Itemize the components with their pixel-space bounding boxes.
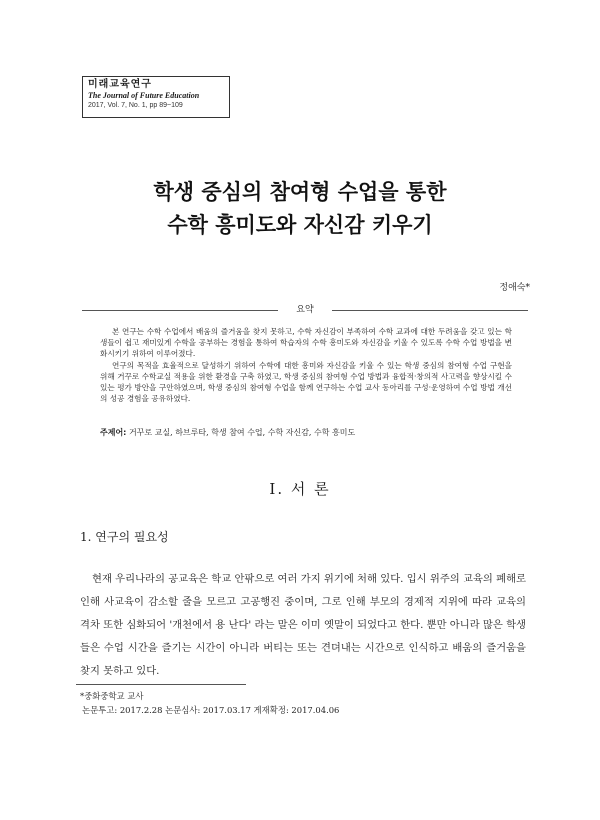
footnote-affiliation: *중화중학교 교사 (80, 691, 144, 701)
abstract-paragraph: 본 연구는 수학 수업에서 배움의 즐거움을 찾지 못하고, 수학 자신감이 부족하여 수학 교과에 대한 두려움을 갖고 있는 학생들이 쉽고 재미있게 수학을 공부하는 경험을 통하여 학습자의 수학 흥미도와 자신감을 키울 수 있도록 수학 수업 방법을 변화시키기 위하여 이루어졌다. (100, 327, 512, 359)
section-title: Ⅰ. 서 론 (269, 480, 331, 498)
journal-info-box (82, 76, 230, 118)
paper-title-line-2: 수학 흥미도와 자신감 키우기 (167, 213, 433, 237)
journal-volume: 2017, Vol. 7, No. 1, pp 89~109 (88, 102, 183, 109)
journal-name-korean: 미래교육연구 (88, 79, 152, 90)
keywords-list: 거꾸로 교실, 하브루타, 학생 참여 수업, 수학 자신감, 수학 흥미도 (128, 428, 356, 437)
abstract-body (100, 326, 512, 404)
abstract-rule-right (332, 310, 528, 311)
abstract-paragraph: 연구의 목적을 효율적으로 달성하기 위하여 수학에 대한 흥미와 자신감을 키울 수 있는 학생 중심의 참여형 수업 구현을 위해 거꾸로 수학교실 적용을 위한 환경을 구축 하였고, 학생 중심의 참여형 수업 방법과 융합적·창의적 사고력을 향상시킬 수 있는 평가 방안을 구안하였으며, 학생 중심의 참여형 수업을 함께 연구하는 수업 교사 동아리를 구성·운영하여 수업 방법 개선의 성공 경험을 공유하였다. (100, 360, 512, 404)
journal-name-english: The Journal of Future Education (88, 91, 200, 100)
subsection-title: 1. 연구의 필요성 (80, 530, 169, 544)
body-text (80, 568, 526, 683)
footnote (80, 689, 339, 717)
abstract-heading-label: 요약 (296, 305, 314, 315)
footnote-dates: 논문투고: 2017.2.28 논문심사: 2017.03.17 게재확정: 2017.04.06 (82, 705, 340, 715)
keywords (100, 427, 512, 439)
body-paragraph: 현재 우리나라의 공교육은 학교 안팎으로 여러 가지 위기에 처해 있다. 입시 위주의 교육의 폐해로 인해 사교육이 감소할 줄을 모르고 고공행진 중이며, 그로 인해 부모의 경제적 지위에 따라 교육의 격차 또한 심화되어 '개천에서 용 난다' 라는 말은 이미 옛말이 되었다고 한다. 뿐만 아니라 많은 학생들은 수업 시간을 즐기는 시간이 아니라 버티는 또는 견뎌내는 시간으로 인식하고 배움의 즐거움을 찾지 못하고 있다. (80, 573, 526, 677)
paper-title-line-1: 학생 중심의 참여형 수업을 통한 (153, 180, 447, 204)
footnote-divider (76, 684, 246, 685)
keywords-label: 주제어: (100, 428, 127, 437)
abstract-heading (82, 303, 528, 317)
author-name: 정애숙* (499, 283, 530, 293)
